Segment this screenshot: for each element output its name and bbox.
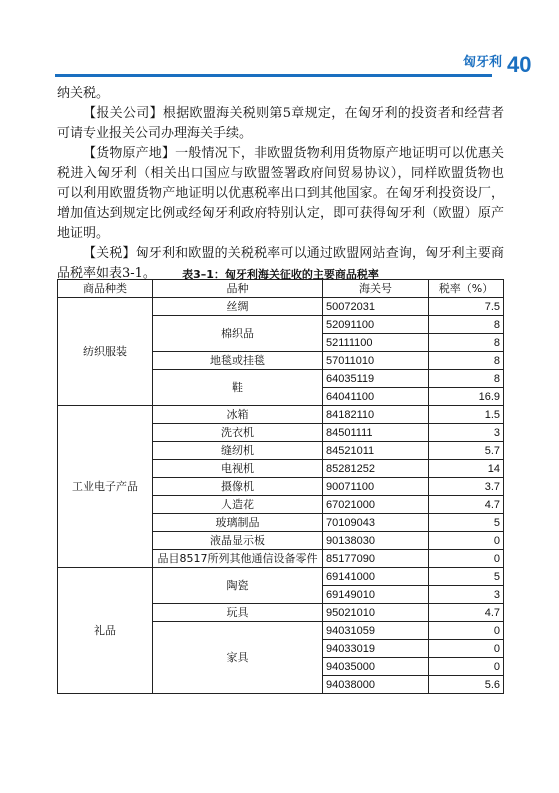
customs-code-cell: 85281252 xyxy=(323,460,429,478)
table-header-row xyxy=(58,280,504,298)
customs-code-cell: 84521011 xyxy=(323,442,429,460)
rate-cell: 4.7 xyxy=(429,604,504,622)
table-row xyxy=(58,298,504,316)
product-cell: 丝绸 xyxy=(153,298,323,316)
page-number: 40 xyxy=(507,52,532,77)
paragraph: 【报关公司】根据欧盟海关税则第5章规定，在匈牙利的投资者和经营者可请专业报关公司办理海关手续。 xyxy=(57,106,504,141)
rate-cell: 5.6 xyxy=(429,676,504,694)
customs-code-cell: 69141000 xyxy=(323,568,429,586)
product-cell: 陶瓷 xyxy=(153,568,323,604)
rate-cell: 5 xyxy=(429,514,504,532)
rate-cell: 14 xyxy=(429,460,504,478)
customs-code-cell: 90071100 xyxy=(323,478,429,496)
header-rule xyxy=(55,74,492,77)
paragraph: 纳关税。 xyxy=(57,86,110,101)
customs-code-cell: 52091100 xyxy=(323,316,429,334)
table-row xyxy=(58,406,504,424)
rate-cell: 0 xyxy=(429,622,504,640)
product-cell: 地毯或挂毯 xyxy=(153,352,323,370)
rate-cell: 3 xyxy=(429,586,504,604)
paragraph: 【关税】匈牙利和欧盟的关税税率可以通过欧盟网站查询，匈牙利主要商品税率如表3-1。 xyxy=(57,246,504,281)
rate-cell: 4.7 xyxy=(429,496,504,514)
rate-cell: 8 xyxy=(429,352,504,370)
product-cell: 摄像机 xyxy=(153,478,323,496)
product-cell: 玻璃制品 xyxy=(153,514,323,532)
customs-code-cell: 94038000 xyxy=(323,676,429,694)
customs-code-cell: 64035119 xyxy=(323,370,429,388)
paragraph: 【货物原产地】一般情况下，非欧盟货物利用货物原产地证明可以优惠关税进入匈牙利（相关出口国应与欧盟签署政府间贸易协议），同样欧盟货物也可以利用欧盟货物产地证明以优惠税率出口到其他国家。在匈牙利投资设厂，增加值达到规定比例或经匈牙利政府特别认定，即可获得匈牙利（欧盟）原产地证明。 xyxy=(57,146,504,241)
body-text xyxy=(57,84,504,284)
customs-code-cell: 67021000 xyxy=(323,496,429,514)
rate-cell: 16.9 xyxy=(429,388,504,406)
product-cell: 电视机 xyxy=(153,460,323,478)
customs-code-cell: 94031059 xyxy=(323,622,429,640)
customs-code-cell: 85177090 xyxy=(323,550,429,568)
category-cell: 纺织服装 xyxy=(58,298,153,406)
customs-code-cell: 94035000 xyxy=(323,658,429,676)
customs-code-cell: 94033019 xyxy=(323,640,429,658)
running-header-title: 匈牙利 xyxy=(462,55,502,70)
customs-code-cell: 52111100 xyxy=(323,334,429,352)
customs-code-cell: 95021010 xyxy=(323,604,429,622)
product-cell: 玩具 xyxy=(153,604,323,622)
product-cell: 鞋 xyxy=(153,370,323,406)
customs-code-cell: 84182110 xyxy=(323,406,429,424)
category-cell: 礼品 xyxy=(58,568,153,694)
customs-code-cell: 70109043 xyxy=(323,514,429,532)
customs-code-cell: 57011010 xyxy=(323,352,429,370)
rate-cell: 1.5 xyxy=(429,406,504,424)
rate-cell: 3 xyxy=(429,424,504,442)
rate-cell: 0 xyxy=(429,658,504,676)
product-cell: 冰箱 xyxy=(153,406,323,424)
product-cell: 液晶显示板 xyxy=(153,532,323,550)
table-row xyxy=(58,568,504,586)
column-header-rate: 税率（%） xyxy=(429,280,504,298)
column-header-category: 商品种类 xyxy=(58,280,153,298)
customs-code-cell: 50072031 xyxy=(323,298,429,316)
rate-cell: 0 xyxy=(429,532,504,550)
customs-code-cell: 90138030 xyxy=(323,532,429,550)
rate-cell: 7.5 xyxy=(429,298,504,316)
product-cell: 家具 xyxy=(153,622,323,694)
product-cell: 品目8517所列其他通信设备零件 xyxy=(153,550,323,568)
rate-cell: 8 xyxy=(429,370,504,388)
product-cell: 洗衣机 xyxy=(153,424,323,442)
product-cell: 缝纫机 xyxy=(153,442,323,460)
rate-cell: 8 xyxy=(429,334,504,352)
tariff-table xyxy=(57,279,504,694)
customs-code-cell: 69149010 xyxy=(323,586,429,604)
rate-cell: 5 xyxy=(429,568,504,586)
customs-code-cell: 84501111 xyxy=(323,424,429,442)
rate-cell: 8 xyxy=(429,316,504,334)
rate-cell: 0 xyxy=(429,550,504,568)
customs-code-cell: 64041100 xyxy=(323,388,429,406)
rate-cell: 3.7 xyxy=(429,478,504,496)
column-header-product: 品种 xyxy=(153,280,323,298)
column-header-customs-code: 海关号 xyxy=(323,280,429,298)
rate-cell: 0 xyxy=(429,640,504,658)
product-cell: 人造花 xyxy=(153,496,323,514)
category-cell: 工业电子产品 xyxy=(58,406,153,568)
rate-cell: 5.7 xyxy=(429,442,504,460)
table-caption: 表3–1：匈牙利海关征收的主要商品税率 xyxy=(182,268,379,281)
product-cell: 棉织品 xyxy=(153,316,323,352)
